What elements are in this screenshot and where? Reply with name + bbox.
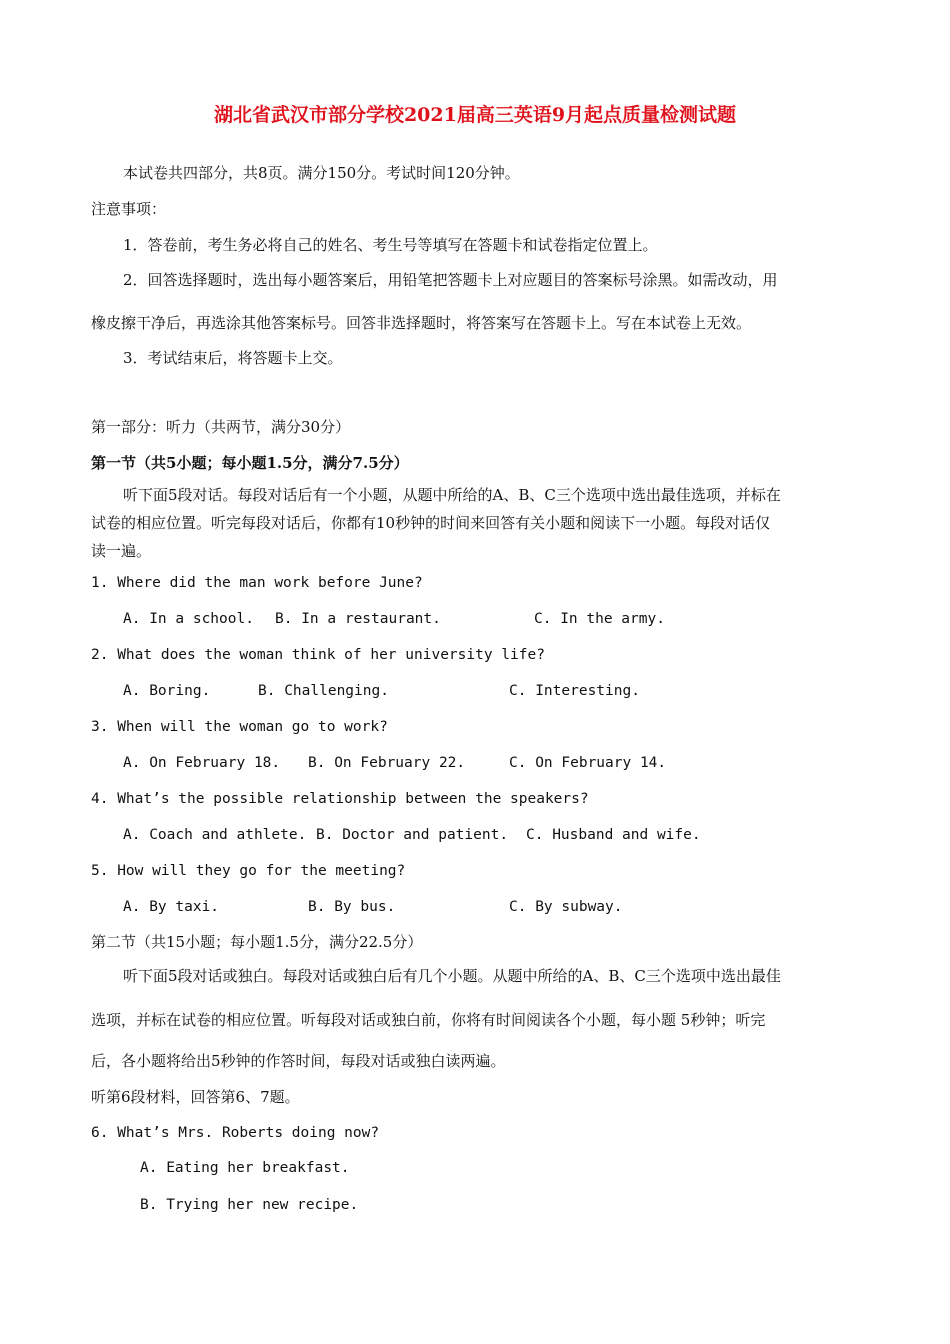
notice-2-cont: 橡皮擦干净后，再选涂其他答案标号。回答非选择题时，将答案写在答题卡上。写在本试卷上无效。 xyxy=(91,314,752,332)
q2-option-b: B. Challenging. xyxy=(258,683,389,699)
question-1: 1. Where did the man work before June? xyxy=(91,575,423,591)
q5-option-c: C. By subway. xyxy=(509,899,623,915)
notice-heading: 注意事项： xyxy=(91,200,167,218)
section1-instr-3: 读一遍。 xyxy=(91,542,152,560)
question-2: 2. What does the woman think of her university life? xyxy=(91,647,545,663)
question-3: 3. When will the woman go to work? xyxy=(91,719,388,735)
section2-instr-2: 选项，并标在试卷的相应位置。听每段对话或独白前，你将有时间阅读各个小题，每小题 5秒钟；听完 xyxy=(91,1011,766,1029)
q5-option-b: B. By bus. xyxy=(308,899,396,915)
q6-option-b: B. Trying her new recipe. xyxy=(140,1197,359,1213)
notice-1: 1．答卷前，考生务必将自己的姓名、考生号等填写在答题卡和试卷指定位置上。 xyxy=(123,236,658,254)
q3-option-c: C. On February 14. xyxy=(509,755,667,771)
q2-option-c: C. Interesting. xyxy=(509,683,640,699)
q6-option-a: A. Eating her breakfast. xyxy=(140,1160,350,1176)
q1-option-a: A. In a school. xyxy=(123,611,254,627)
question-4: 4. What’s the possible relationship between the speakers? xyxy=(91,791,589,807)
page-title: 湖北省武汉市部分学校2021届高三英语9月起点质量检测试题 xyxy=(213,104,737,126)
section2-instr-3: 后，各小题将给出5秒钟的作答时间，每段对话或独白读两遍。 xyxy=(91,1052,506,1070)
question-5: 5. How will they go for the meeting? xyxy=(91,863,406,879)
q3-option-a: A. On February 18. xyxy=(123,755,281,771)
section2-heading: 第二节（共15小题；每小题1.5分，满分22.5分） xyxy=(91,933,423,951)
q1-option-b: B. In a restaurant. xyxy=(275,611,441,627)
q1-option-c: C. In the army. xyxy=(534,611,665,627)
section1-instr-1: 听下面5段对话。每段对话后有一个小题，从题中所给的A、B、C三个选项中选出最佳选项，并标在 xyxy=(123,486,781,504)
part1-heading: 第一部分：听力（共两节，满分30分） xyxy=(91,418,351,436)
section1-instr-2: 试卷的相应位置。听完每段对话后，你都有10秒钟的时间来回答有关小题和阅读下一小题。每段对话仅 xyxy=(91,514,771,532)
question-6: 6. What’s Mrs. Roberts doing now? xyxy=(91,1125,380,1141)
q4-option-b: B. Doctor and patient. xyxy=(316,827,509,843)
section1-heading: 第一节（共5小题；每小题1.5分，满分7.5分） xyxy=(91,454,409,472)
notice-2: 2．回答选择题时，选出每小题答案后，用铅笔把答题卡上对应题目的答案标号涂黑。如需改动，用 xyxy=(123,271,778,289)
section2-instr-1: 听下面5段对话或独白。每段对话或独白后有几个小题。从题中所给的A、B、C三个选项中选出最佳 xyxy=(123,967,781,985)
notice-3: 3．考试结束后，将答题卡上交。 xyxy=(123,349,343,367)
q4-option-a: A. Coach and athlete. xyxy=(123,827,307,843)
intro-text: 本试卷共四部分，共8页。满分150分。考试时间120分钟。 xyxy=(123,164,520,182)
material-6-label: 听第6段材料，回答第6、7题。 xyxy=(91,1088,300,1106)
q2-option-a: A. Boring. xyxy=(123,683,211,699)
q4-option-c: C. Husband and wife. xyxy=(526,827,701,843)
q3-option-b: B. On February 22. xyxy=(308,755,466,771)
q5-option-a: A. By taxi. xyxy=(123,899,220,915)
